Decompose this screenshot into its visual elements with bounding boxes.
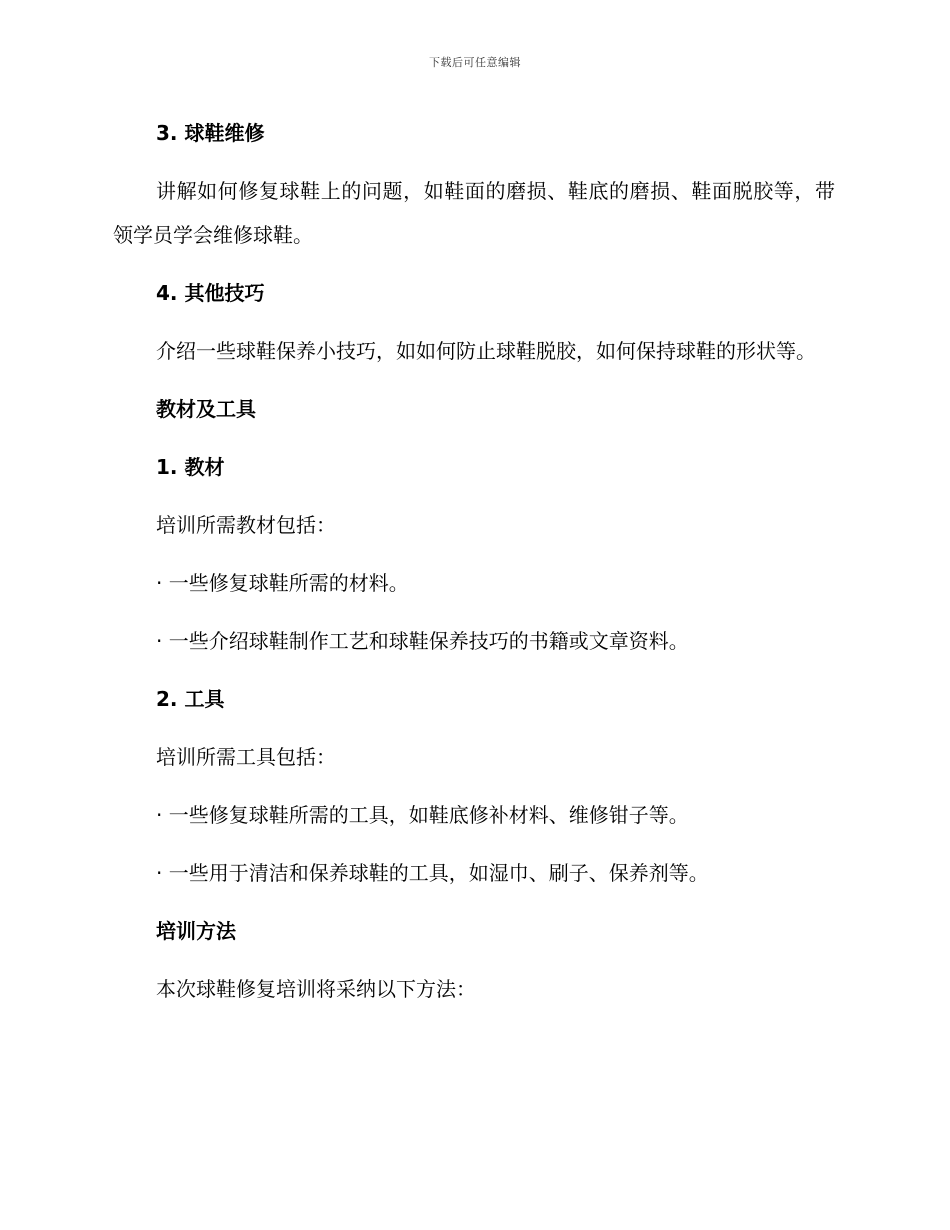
list-item-tools-2: · 一些用于清洁和保养球鞋的工具，如湿巾、刷子、保养剂等。 <box>156 861 709 885</box>
section-heading-shoe-repair: 3. 球鞋维修 <box>156 121 265 145</box>
document-body <box>113 111 835 1025</box>
section-heading-other-tips: 4. 其他技巧 <box>156 281 265 305</box>
header-note: 下载后可任意编辑 <box>429 56 521 69</box>
list-item-materials-2: · 一些介绍球鞋制作工艺和球鞋保养技巧的书籍或文章资料。 <box>156 629 689 653</box>
paragraph-shoe-repair: 讲解如何修复球鞋上的问题，如鞋面的磨损、鞋底的磨损、鞋面脱胶等，带领学员学会维修球鞋。 <box>113 179 835 247</box>
paragraph-training-methods: 本次球鞋修复培训将采纳以下方法： <box>156 977 476 1001</box>
section-heading-materials-tools: 教材及工具 <box>156 397 256 421</box>
list-item-materials-1: · 一些修复球鞋所需的材料。 <box>156 571 409 595</box>
paragraph-other-tips: 介绍一些球鞋保养小技巧，如如何防止球鞋脱胶，如何保持球鞋的形状等。 <box>156 339 816 363</box>
section-heading-training-methods: 培训方法 <box>156 919 236 943</box>
section-heading-tools: 2. 工具 <box>156 687 225 711</box>
paragraph-materials-intro: 培训所需教材包括： <box>156 513 336 537</box>
section-heading-materials: 1. 教材 <box>156 455 225 479</box>
list-item-tools-1: · 一些修复球鞋所需的工具，如鞋底修补材料、维修钳子等。 <box>156 803 689 827</box>
paragraph-tools-intro: 培训所需工具包括： <box>156 745 336 769</box>
